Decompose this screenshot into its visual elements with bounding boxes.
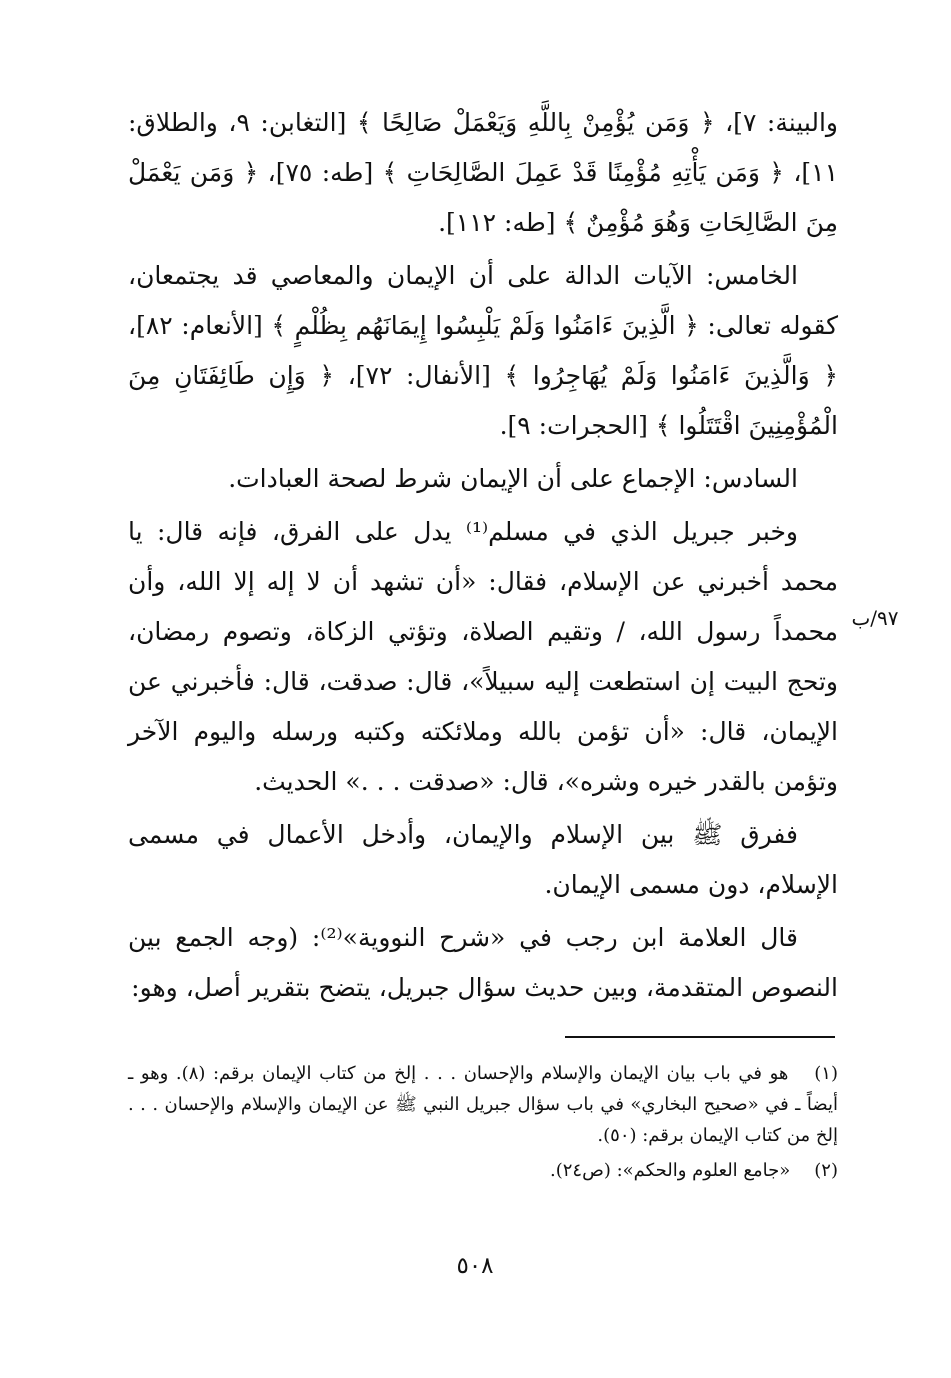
footnotes: [128, 1058, 838, 1190]
footnote-text: «جامع العلوم والحكم»: (ص٢٤).: [550, 1160, 791, 1181]
paragraph-ibn-rajab-quote: قال العلامة ابن رجب في «شرح النووية»⁽²⁾: (وجه الجمع بين النصوص المتقدمة، وبين حديث سؤال جبريل، يتضح بتقرير أصل، وهو:: [128, 923, 838, 1002]
paragraph-verses-continuation: والبينة: ٧]، ﴿ وَمَن يُؤْمِنْ بِاللَّهِ وَيَعْمَلْ صَالِحًا ﴾ [التغابن: ٩، والطلاق: ١١]، ﴿ وَمَن يَأْتِهِ مُؤْمِنًا قَدْ عَمِلَ الصَّالِحَاتِ ﴾ [طه: ٧٥]، ﴿ وَمَن يَعْمَلْ مِنَ الصَّالِحَاتِ وَهُوَ مُؤْمِنٌ ﴾ [طه: ١١٢].: [128, 108, 838, 237]
footnote-1: [128, 1058, 838, 1151]
paragraph-sixth-point: السادس: الإجماع على أن الإيمان شرط لصحة العبادات.: [228, 464, 798, 493]
page-number: ٥٠٨: [456, 1253, 494, 1279]
manuscript-folio-marker: ٩٧/ب: [851, 606, 899, 630]
paragraph-distinction: ففرق ﷺ بين الإسلام والإيمان، وأدخل الأعمال في مسمى الإسلام، دون مسمى الإيمان.: [128, 820, 838, 899]
paragraph-jibril-hadith: وخبر جبريل الذي في مسلم⁽¹⁾ يدل على الفرق، فإنه قال: يا محمد أخبرني عن الإسلام، فقال: «أن تشهد أن لا إله إلا الله، وأن محمداً رسول الله، / وتقيم الصلاة، وتؤتي الزكاة، وتصوم رمضان، وتحج البيت إن استطعت إليه سبيلاً»، قال: صدقت، قال: فأخبرني عن الإيمان، قال: «أن تؤمن بالله وملائكته وكتبه ورسله واليوم الآخر وتؤمن بالقدر خيره وشره»، قال: «صدقت . . .» الحديث.: [128, 517, 838, 796]
footnote-number: (٢): [814, 1160, 838, 1181]
main-text: [128, 98, 838, 1016]
paragraph-fifth-point: الخامس: الآيات الدالة على أن الإيمان والمعاصي قد يجتمعان، كقوله تعالى: ﴿ الَّذِينَ ءَامَنُوا وَلَمْ يَلْبِسُوا إِيمَانَهُم بِظُلْمٍ ﴾ [الأنعام: ٨٢]، ﴿ وَالَّذِينَ ءَامَنُوا وَلَمْ يُهَاجِرُوا ﴾ [الأنفال: ٧٢]، ﴿ وَإِن طَائِفَتَانِ مِنَ الْمُؤْمِنِينَ اقْتَتَلُوا ﴾ [الحجرات: ٩].: [128, 261, 838, 440]
footnote-text: هو في باب بيان الإيمان والإسلام والإحسان . . . إلخ من كتاب الإيمان برقم: (٨). وهو ـ أيضاً ـ في «صحيح البخاري» في باب سؤال جبريل النبي ﷺ عن الإيمان والإسلام والإحسان . . . إلخ من كتاب الإيمان برقم: (٥٠).: [128, 1063, 838, 1146]
footnote-separator: [565, 1036, 835, 1038]
footnote-2: [128, 1155, 838, 1186]
footnote-number: (١): [814, 1063, 838, 1084]
